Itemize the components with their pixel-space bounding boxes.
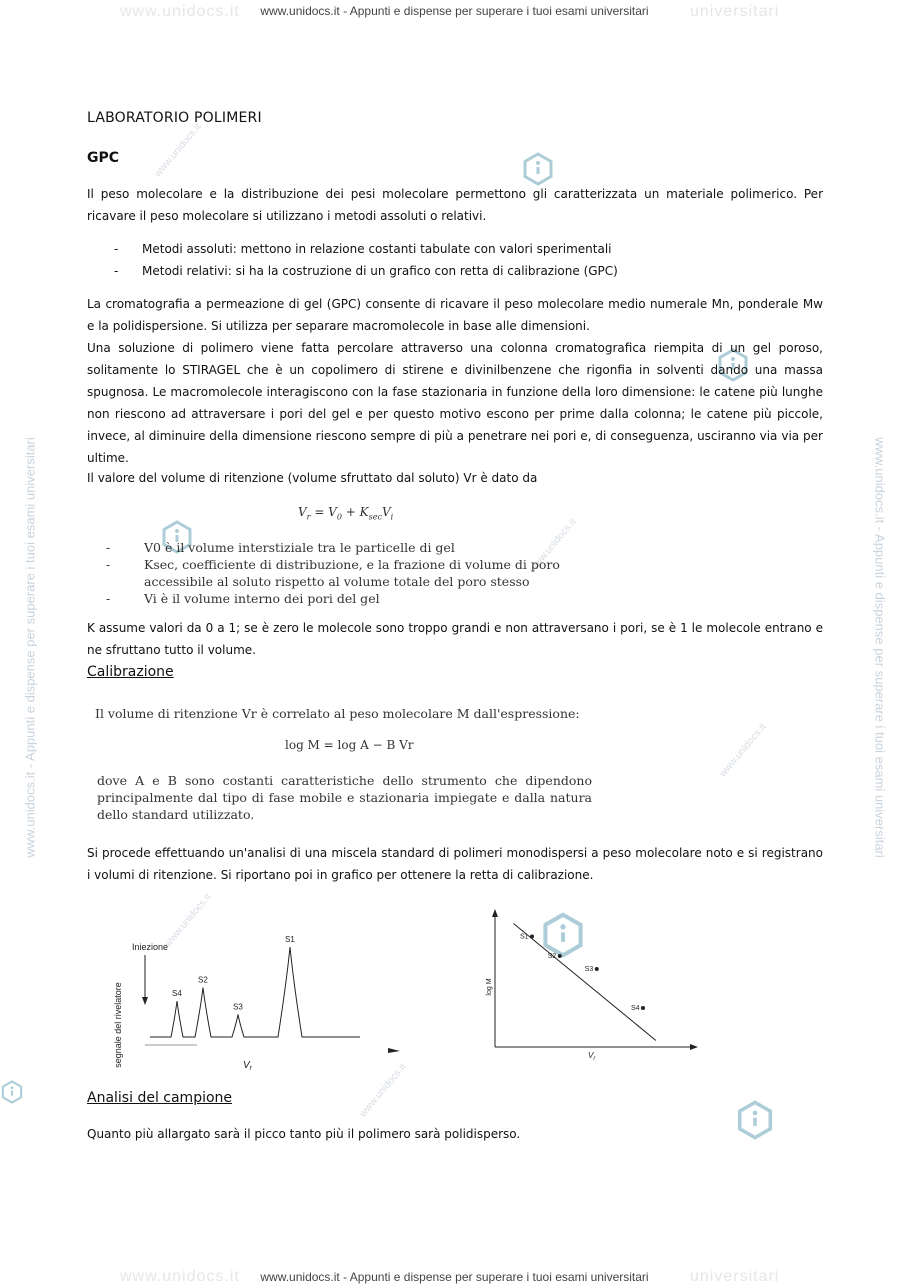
diagonal-watermark: www.unidocs.it (717, 721, 769, 780)
bullet-text: Metodi relativi: si ha la costruzione di un grafico con retta di calibrazione (GPC) (142, 264, 618, 278)
chromatogram-annotation: Iniezione (132, 942, 169, 952)
unidocs-logo-icon (0, 1075, 24, 1109)
watermark-ghost-top: www.unidocs.it (120, 3, 240, 20)
calibration-point (641, 1006, 645, 1010)
y-axis-arrowhead (492, 909, 498, 917)
peak-label: S1 (285, 935, 295, 944)
calibration-point-label: S3 (584, 966, 594, 973)
chromatogram-chart (105, 925, 405, 1075)
definition-item: - Ksec, coefficiente di distribuzione, e la frazione di volume di poro accessibile al soluto rispetto al volume totale del poro stesso (106, 556, 599, 590)
definition-text: V0 è il volume interstiziale tra le particelle di gel (144, 540, 455, 555)
diagonal-watermark: www.unidocs.it (152, 121, 204, 180)
calibration-point-label: S2 (547, 953, 557, 960)
x-axis-arrowhead (690, 1044, 698, 1050)
unidocs-logo-icon (521, 152, 555, 186)
bullet-item: - Metodi assoluti: mettono in relazione costanti tabulate con valori sperimentali (114, 242, 612, 256)
paragraph-intro: Il peso molecolare e la distribuzione dei pesi molecolare permettono gli caratterizzata un materiale polimerico. Per ricavare il peso molecolare si utilizzano i metodi assoluti o relativi. (87, 187, 823, 223)
paragraph-k-values: K assume valori da 0 a 1; se è zero le molecole sono troppo grandi e non attraversano i pori, se è 1 le molecole entrano e ne sfruttano tutto il volume. (87, 621, 823, 657)
diagonal-watermark: www.unidocs.it (357, 1061, 409, 1120)
calibration-fit-line (514, 924, 656, 1041)
paragraph-procedure: Si procede effettuando un'analisi di una miscela standard di polimeri monodispersi a peso molecolare noto e si registrano i volumi di ritenzione. Si riportano poi in grafico per ottenere la retta di calibrazione. (87, 846, 823, 882)
calibration-chart (480, 905, 710, 1065)
calibration-point (530, 935, 534, 939)
peak-label: S4 (172, 989, 182, 998)
definition-text: Ksec, coefficiente di distribuzione, e la frazione di volume di poro accessibile al soluto rispetto al volume totale del poro stesso (144, 557, 560, 589)
side-watermark-left: www.unidocs.it - Appunti e dispense per superare i tuoi esami universitari (22, 437, 38, 858)
chromatogram-xlabel: $V_r$ (243, 1060, 253, 1072)
injection-arrowhead (142, 997, 148, 1005)
side-watermark-right: www.unidocs.it - Appunti e dispense per superare i tuoi esami universitari (872, 437, 888, 858)
peak-label: S3 (233, 1002, 243, 1012)
section-heading-calibrazione: Calibrazione (87, 664, 174, 680)
watermark-ghost-bottom-right: universitari (690, 1268, 780, 1285)
calibration-point (595, 967, 599, 971)
arrow-right-icon (388, 1048, 400, 1053)
calibration-ylabel: log M (486, 978, 493, 996)
calibration-intro: Il volume di ritenzione Vr è correlato al peso molecolare M dall'espressione: (95, 706, 580, 721)
retention-volume-formula: $V_r = V_0 + K_{sec}V_i$ (298, 505, 394, 522)
peak-label: S2 (198, 975, 208, 985)
calibration-point-label: S4 (631, 1005, 640, 1012)
footer-watermark: www.unidocs.it - Appunti e dispense per superare i tuoi esami universitari (260, 1270, 649, 1284)
definition-item: - V0 è il volume interstiziale tra le particelle di gel (106, 540, 455, 555)
paragraph-gpc-process: Una soluzione di polimero viene fatta percolare attraverso una colonna cromatografica riempita di un gel poroso, solitamente lo STIRAGEL che è un copolimero di stirene e divinilbenzene che rigonfia in solventi dando una massa spugnosa. Le macromolecole interagiscono con la fase stazionaria in funzione della loro dimensione: le catene più lunghe non riescono ad attraversare i pori del gel e per questo motivo escono per prime dalla colonna; le catene più piccole, invece, al diminuire della dimensione riescono sempre di più a penetrare nei pori e, di conseguenza, usciranno via via per ultime. (87, 341, 823, 465)
watermark-ghost-bottom: www.unidocs.it (120, 1268, 240, 1285)
diagonal-watermark: www.unidocs.it (162, 891, 214, 950)
section-heading-gpc: GPC (87, 150, 120, 166)
calibration-formula: log M = log A − B Vr (285, 738, 414, 752)
bullet-text: Metodi assoluti: mettono in relazione costanti tabulate con valori sperimentali (142, 242, 612, 256)
watermark-ghost-top-right: universitari (690, 3, 780, 20)
calibration-xlabel: $V_r$ (588, 1051, 596, 1062)
diagonal-watermark: www.unidocs.it (527, 516, 579, 575)
paragraph-retention-volume: Il valore del volume di ritenzione (volume sfruttato dal soluto) Vr è dato da (87, 471, 538, 485)
definition-text: Vi è il volume interno dei pori del gel (144, 591, 380, 606)
paragraph-gpc-definition: La cromatografia a permeazione di gel (GPC) consente di ricavare il peso molecolare medio numerale Mn, ponderale Mw e la polidispersione. Si utilizza per separare macromolecole in base alle dimensioni. (87, 297, 823, 333)
paragraph-polydispersity: Quanto più allargato sarà il picco tanto più il polimero sarà polidisperso. (87, 1127, 521, 1141)
calibration-point (558, 954, 562, 958)
section-heading-analisi: Analisi del campione (87, 1090, 233, 1106)
calibration-point-label: S1 (520, 933, 529, 941)
definitions-list (106, 539, 599, 607)
chromatogram-ylabel: segnale del rivelatore (113, 982, 123, 1068)
bullet-item: - Metodi relativi: si ha la costruzione di un grafico con retta di calibrazione (GPC) (114, 264, 618, 278)
calibration-explanation: dove A e B sono costanti caratteristiche dello strumento che dipendono principalmente dal tipo di fase mobile e stazionaria impiegate e dalla natura dello standard utilizzato. (97, 773, 592, 822)
header-watermark: www.unidocs.it - Appunti e dispense per superare i tuoi esami universitari (260, 4, 649, 18)
definition-item: - Vi è il volume interno dei pori del gel (106, 591, 380, 606)
document-title: LABORATORIO POLIMERI (87, 110, 262, 126)
